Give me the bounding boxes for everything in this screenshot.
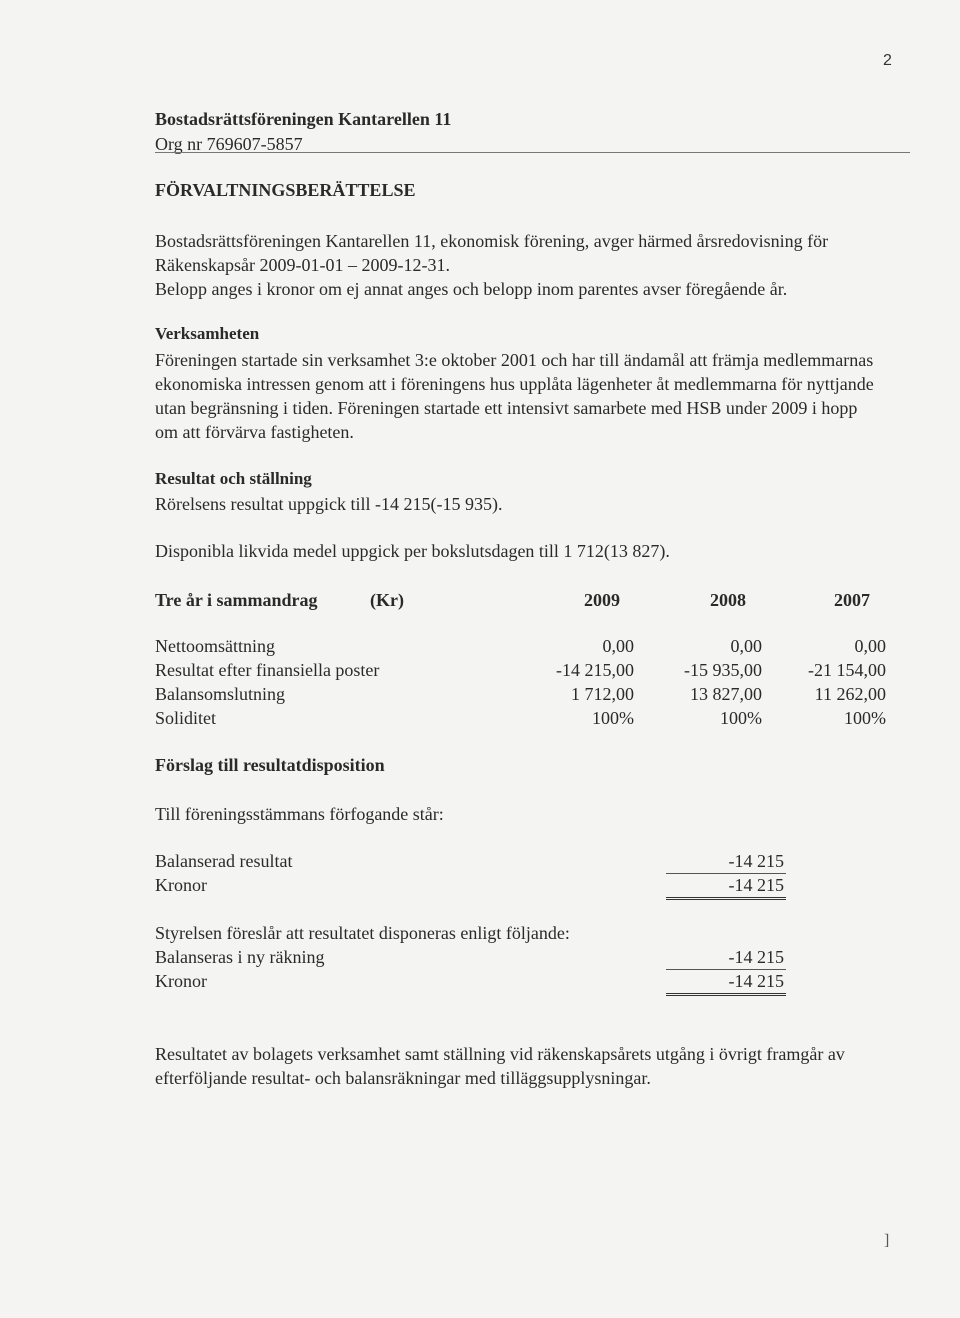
org-number: Org nr 769607-5857 bbox=[155, 134, 303, 154]
block2-total-rule bbox=[666, 993, 786, 996]
closing-line-1: Resultatet av bolagets verksamhet samt ställning vid räkenskapsårets utgång i övrigt framgår av bbox=[155, 1044, 845, 1064]
verksamheten-line-1: Föreningen startade sin verksamhet 3:e oktober 2001 och har till ändamål att främja medlemmarnas bbox=[155, 350, 874, 370]
summary-cell: 13 827,00 bbox=[690, 684, 762, 704]
corner-mark: ] bbox=[884, 1232, 890, 1249]
resultat-line-2: Disponibla likvida medel uppgick per bokslutsdagen till 1 712(13 827). bbox=[155, 541, 670, 561]
disposition-heading: Förslag till resultatdisposition bbox=[155, 755, 385, 775]
block2-value-balanseras: -14 215 bbox=[728, 947, 784, 967]
intro-line-1: Bostadsrättsföreningen Kantarellen 11, ekonomisk förening, avger härmed årsredovisning för bbox=[155, 231, 829, 251]
summary-heading: Tre år i sammandrag bbox=[155, 590, 318, 610]
summary-row-label: Balansomslutning bbox=[155, 684, 285, 704]
proposal-label: Styrelsen föreslår att resultatet disponeras enligt följande: bbox=[155, 923, 570, 943]
resultat-line-1: Rörelsens resultat uppgick till -14 215(-15 935). bbox=[155, 494, 503, 514]
summary-cell: 0,00 bbox=[854, 636, 886, 656]
summary-cell: 0,00 bbox=[602, 636, 634, 656]
summary-cell: 0,00 bbox=[730, 636, 762, 656]
block2-label-kronor: Kronor bbox=[155, 971, 207, 991]
block1-value-kronor: -14 215 bbox=[728, 875, 784, 895]
closing-line-2: efterföljande resultat- och balansräkningar med tilläggsupplysningar. bbox=[155, 1068, 651, 1088]
summary-cell: -21 154,00 bbox=[808, 660, 886, 680]
block2-value-kronor: -14 215 bbox=[728, 971, 784, 991]
verksamheten-line-4: om att förvärva fastigheten. bbox=[155, 422, 354, 442]
available-label: Till föreningsstämmans förfogande står: bbox=[155, 804, 444, 824]
summary-cell: -14 215,00 bbox=[556, 660, 634, 680]
summary-cell: 100% bbox=[720, 708, 762, 728]
block2-label-balanseras: Balanseras i ny räkning bbox=[155, 947, 325, 967]
year-2008: 2008 bbox=[710, 590, 746, 610]
verksamheten-line-3: utan begränsning i tiden. Föreningen startade ett intensivt samarbete med HSB under 2009 i hopp bbox=[155, 398, 858, 418]
block1-label-kronor: Kronor bbox=[155, 875, 207, 895]
summary-cell: 11 262,00 bbox=[814, 684, 886, 704]
document-title: FÖRVALTNINGSBERÄTTELSE bbox=[155, 180, 416, 200]
verksamheten-heading: Verksamheten bbox=[155, 324, 260, 343]
intro-line-3: Belopp anges i kronor om ej annat anges och belopp inom parentes avser föregående år. bbox=[155, 279, 788, 299]
intro-line-2: Räkenskapsår 2009-01-01 – 2009-12-31. bbox=[155, 255, 450, 275]
block1-total-rule bbox=[666, 897, 786, 900]
header-rule bbox=[155, 152, 910, 153]
page-number: 2 bbox=[883, 52, 892, 69]
org-name: Bostadsrättsföreningen Kantarellen 11 bbox=[155, 109, 452, 129]
summary-cell: 100% bbox=[592, 708, 634, 728]
resultat-heading: Resultat och ställning bbox=[155, 469, 312, 488]
summary-unit: (Kr) bbox=[370, 590, 404, 610]
summary-row-label: Soliditet bbox=[155, 708, 217, 728]
summary-row-label: Resultat efter finansiella poster bbox=[155, 660, 380, 680]
summary-cell: 100% bbox=[844, 708, 886, 728]
block1-value-balanserad: -14 215 bbox=[728, 851, 784, 871]
summary-row-label: Nettoomsättning bbox=[155, 636, 275, 656]
summary-cell: -15 935,00 bbox=[684, 660, 762, 680]
year-2007: 2007 bbox=[834, 590, 870, 610]
block1-label-balanserad: Balanserad resultat bbox=[155, 851, 293, 871]
verksamheten-line-2: ekonomiska intressen genom att i föreningens hus upplåta lägenheter åt medlemmarna för nyttjande bbox=[155, 374, 874, 394]
summary-cell: 1 712,00 bbox=[571, 684, 634, 704]
year-2009: 2009 bbox=[584, 590, 620, 610]
